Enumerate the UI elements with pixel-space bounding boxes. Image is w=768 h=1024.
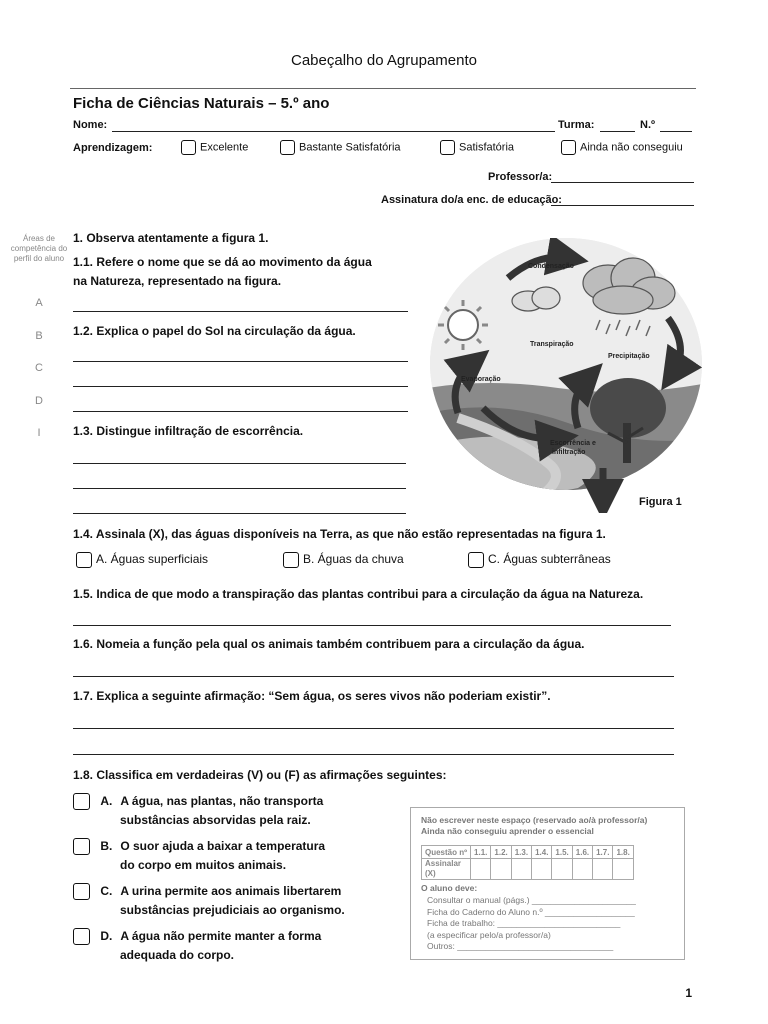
label-precipitacao: Precipitação (608, 353, 650, 360)
checkbox[interactable] (73, 793, 90, 810)
answer-line[interactable] (73, 676, 674, 677)
answer-line[interactable] (73, 386, 408, 387)
table-header-cell: 1.4. (532, 846, 552, 859)
water-cycle-figure (428, 238, 708, 513)
nome-field[interactable] (112, 131, 555, 132)
table-cell[interactable] (491, 859, 511, 880)
checkbox[interactable] (76, 552, 92, 568)
professor-field[interactable] (551, 182, 694, 183)
nome-row (73, 119, 107, 131)
answer-line[interactable] (73, 463, 406, 464)
table-header-cell: 1.8. (613, 846, 633, 859)
statement-d: D. A água não permite manter a forma adequada do corpo. (73, 927, 321, 965)
question-1-6: 1.6. Nomeia a função pela qual os animais também contribuem para a circulação da água. (73, 637, 585, 651)
sidebar-letter-b: B (35, 330, 43, 342)
sidebar-letter-a: A (35, 297, 43, 309)
aprendizagem-option-ainda-nao[interactable]: Ainda não conseguiu (561, 140, 683, 155)
option-aguas-chuva[interactable]: B. Águas da chuva (283, 552, 404, 568)
sidebar-title: Áreas de competência do perfil do aluno (10, 234, 68, 263)
statement-a: A. A água, nas plantas, não transporta substâncias absorvidas pela raiz. (73, 792, 323, 830)
table-cell[interactable] (511, 859, 531, 880)
table-row-label: Assinalar (X) (422, 859, 471, 880)
nome-label: Nome: (73, 119, 108, 131)
teacher-reserved-box (410, 807, 685, 960)
answer-line[interactable] (73, 411, 408, 412)
label-transpiracao: Transpiração (530, 341, 574, 348)
assinatura-label: Assinatura do/a enc. de educação: (381, 194, 562, 206)
question-1-2: 1.2. Explica o papel do Sol na circulação da água. (73, 324, 356, 338)
question-1-4: 1.4. Assinala (X), das águas disponíveis na Terra, as que não estão representadas na figura 1. (73, 527, 606, 541)
checkbox[interactable] (440, 140, 455, 155)
answer-line[interactable] (73, 513, 406, 514)
table-cell[interactable] (552, 859, 572, 880)
teacher-box-line1: Não escrever neste espaço (reservado ao/à professor/a) (421, 815, 648, 825)
table-header-cell: 1.7. (593, 846, 613, 859)
answer-line[interactable] (73, 488, 406, 489)
checkbox[interactable] (73, 838, 90, 855)
numero-label: N.º (640, 119, 656, 131)
list-item: Ficha de trabalho: __________________________ (427, 918, 621, 928)
teacher-box-items (427, 895, 636, 953)
assinatura-field[interactable] (551, 205, 694, 206)
list-item: Consultar o manual (págs.) ______________________ (427, 895, 636, 905)
aprendizagem-option-excelente[interactable]: Excelente (181, 140, 248, 155)
answer-line[interactable] (73, 754, 674, 755)
checkbox[interactable] (280, 140, 295, 155)
checkbox[interactable] (468, 552, 484, 568)
turma-field[interactable] (600, 131, 635, 132)
label-condensacao: Condensação (528, 263, 574, 270)
table-cell[interactable] (471, 859, 491, 880)
sidebar-letter-d: D (35, 395, 43, 407)
numero-field[interactable] (660, 131, 692, 132)
checkbox[interactable] (73, 883, 90, 900)
answer-line[interactable] (73, 311, 408, 312)
table-header-cell: Questão nº (422, 846, 471, 859)
list-item: (a especificar pelo/a professor/a) (427, 929, 551, 940)
answer-line[interactable] (73, 625, 671, 626)
table-cell[interactable] (613, 859, 633, 880)
figure-caption: Figura 1 (639, 496, 682, 508)
table-cell[interactable] (532, 859, 552, 880)
option-aguas-subterraneas[interactable]: C. Águas subterrâneas (468, 552, 611, 568)
school-header: Cabeçalho do Agrupamento (291, 52, 477, 69)
teacher-box-line2: Ainda não conseguiu aprender o essencial (421, 826, 594, 836)
aprendizagem-label: Aprendizagem: (73, 142, 153, 154)
question-1-8: 1.8. Classifica em verdadeiras (V) ou (F) as afirmações seguintes: (73, 768, 447, 782)
checkbox[interactable] (73, 928, 90, 945)
worksheet-title: Ficha de Ciências Naturais – 5.º ano (73, 95, 330, 112)
table-cell[interactable] (572, 859, 592, 880)
table-header-cell: 1.2. (491, 846, 511, 859)
aluno-deve-label: O aluno deve: (421, 883, 478, 893)
aprendizagem-option-bastante[interactable]: Bastante Satisfatória (280, 140, 401, 155)
table-header-cell: 1.5. (552, 846, 572, 859)
checkbox[interactable] (561, 140, 576, 155)
statement-b: B. O suor ajuda a baixar a temperatura do corpo em muitos animais. (73, 837, 325, 875)
question-1-3: 1.3. Distingue infiltração de escorrência. (73, 424, 304, 438)
sidebar-letter-i: I (37, 427, 41, 439)
answer-line[interactable] (73, 361, 408, 362)
turma-label: Turma: (558, 119, 595, 131)
list-item: Outros: _________________________________ (427, 941, 614, 951)
question-1-1-line2: na Natureza, representado na figura. (73, 274, 282, 288)
question-1-5: 1.5. Indica de que modo a transpiração das plantas contribui para a circulação da água na Natureza. (73, 587, 644, 601)
answer-line[interactable] (73, 728, 674, 729)
table-header-cell: 1.3. (511, 846, 531, 859)
professor-label: Professor/a: (488, 171, 553, 183)
label-evaporacao: Evaporação (461, 376, 501, 383)
checkbox[interactable] (181, 140, 196, 155)
question-table (421, 845, 634, 880)
checkbox[interactable] (283, 552, 299, 568)
table-cell[interactable] (593, 859, 613, 880)
sidebar-letter-c: C (35, 362, 43, 374)
header-divider (70, 88, 696, 89)
aprendizagem-option-satisfatoria[interactable]: Satisfatória (440, 140, 514, 155)
table-header-cell: 1.1. (471, 846, 491, 859)
label-escorrencia-2: infiltração (552, 449, 586, 456)
question-1-1-line1: 1.1. Refere o nome que se dá ao movimento da água (73, 255, 372, 269)
question-1: 1. Observa atentamente a figura 1. (73, 231, 269, 245)
option-aguas-superficiais[interactable]: A. Águas superficiais (76, 552, 208, 568)
label-escorrencia-1: Escorrência e (550, 440, 596, 447)
page-number: 1 (685, 986, 692, 1000)
list-item: Ficha do Caderno do Aluno n.º ___________________ (427, 906, 635, 917)
table-header-cell: 1.6. (572, 846, 592, 859)
statement-c: C. A urina permite aos animais libertarem substâncias prejudiciais ao organismo. (73, 882, 345, 920)
question-1-7: 1.7. Explica a seguinte afirmação: “Sem água, os seres vivos não poderiam existir”. (73, 689, 551, 703)
